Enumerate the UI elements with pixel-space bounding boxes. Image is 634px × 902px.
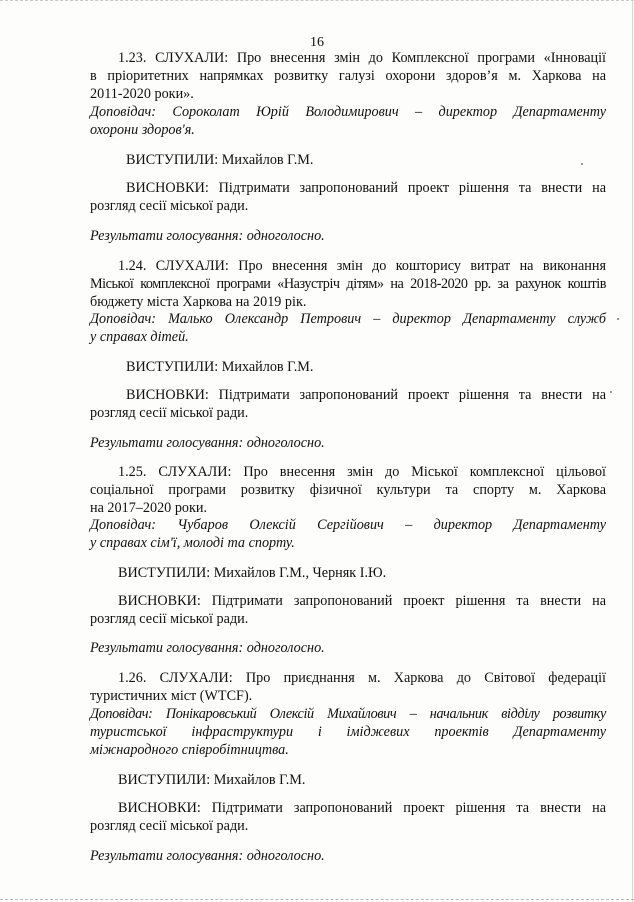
item-spoke: ВИСТУПИЛИ: Михайлов Г.М. [118,772,306,788]
item-conclusions-line: ВИСНОВКИ: Підтримати запропонований проект рішення та внести на [118,800,606,816]
item-conclusions-line: ВИСНОВКИ: Підтримати запропонований проект рішення та внести на [126,387,606,403]
item-heard-line: 1.24. СЛУХАЛИ: Про внесення змін до кошторису витрат на виконання [118,258,606,274]
item-heard-line: на 2017–2020 роки. [90,500,208,516]
item-spoke: ВИСТУПИЛИ: Михайлов Г.М., Черняк І.Ю. [118,565,387,581]
scan-top-edge [0,0,634,1]
item-speaker-line: охорони здоров'я. [90,122,195,138]
item-speaker-line: міжнародного співробітництва. [90,742,289,758]
scan-speck [617,318,619,320]
item-heard-line: соціальної програми розвитку фізичної культури та спорту м. Харкова [90,482,606,498]
item-heard-line: Міської комплексної програми «Назустріч дітям» на 2018-2020 рр. за рахунок коштів [90,276,606,292]
item-vote: Результати голосування: одноголосно. [90,435,325,451]
item-conclusions-line: розгляд сесії міської ради. [90,405,249,421]
item-heard-line: бюджету міста Харкова на 2019 рік. [90,294,307,310]
scan-right-edge [632,0,633,902]
item-vote: Результати голосування: одноголосно. [90,640,325,656]
scan-speck [610,391,612,393]
item-vote: Результати голосування: одноголосно. [90,228,325,244]
item-speaker-line: Доповідач: Понікаровський Олексій Михайлович – начальник відділу розвитку [90,706,606,722]
item-heard-line: 1.23. СЛУХАЛИ: Про внесення змін до Комплексної програми «Інновації [118,50,606,66]
item-heard-line: в пріоритетних напрямках розвитку галузі охорони здоров’я м. Харкова на [90,68,606,84]
item-heard-line: 1.25. СЛУХАЛИ: Про внесення змін до Міської комплексної цільової [118,464,606,480]
item-spoke: ВИСТУПИЛИ: Михайлов Г.М. [126,152,314,168]
item-spoke: ВИСТУПИЛИ: Михайлов Г.М. [126,359,314,375]
item-conclusions-line: розгляд сесії міської ради. [90,198,249,214]
item-speaker-line: у справах сім'ї, молоді та спорту. [90,535,295,551]
page-number: 16 [310,35,324,50]
item-speaker-line: Доповідач: Сороколат Юрій Володимирович – директор Департаменту [90,104,606,120]
scan-bottom-edge [0,899,634,900]
item-conclusions-line: ВИСНОВКИ: Підтримати запропонований проект рішення та внести на [118,593,606,609]
item-speaker-line: туристської інфраструктури і іміджевих проектів Департаменту [90,724,606,740]
item-conclusions-line: розгляд сесії міської ради. [90,818,249,834]
item-heard-line: 2011-2020 роки». [90,86,194,102]
item-speaker-line: Доповідач: Малько Олександр Петрович – директор Департаменту служб [90,311,606,327]
item-conclusions-line: ВИСНОВКИ: Підтримати запропонований проект рішення та внести на [126,180,606,196]
item-conclusions-line: розгляд сесії міської ради. [90,611,249,627]
item-heard-line: 1.26. СЛУХАЛИ: Про приєднання м. Харкова до Світової федерації [118,670,606,686]
item-vote: Результати голосування: одноголосно. [90,848,325,864]
item-speaker-line: у справах дітей. [90,329,189,345]
item-heard-line: туристичних міст (WTCF). [90,688,253,704]
item-speaker-line: Доповідач: Чубаров Олексій Сергійович – директор Департаменту [90,517,606,533]
